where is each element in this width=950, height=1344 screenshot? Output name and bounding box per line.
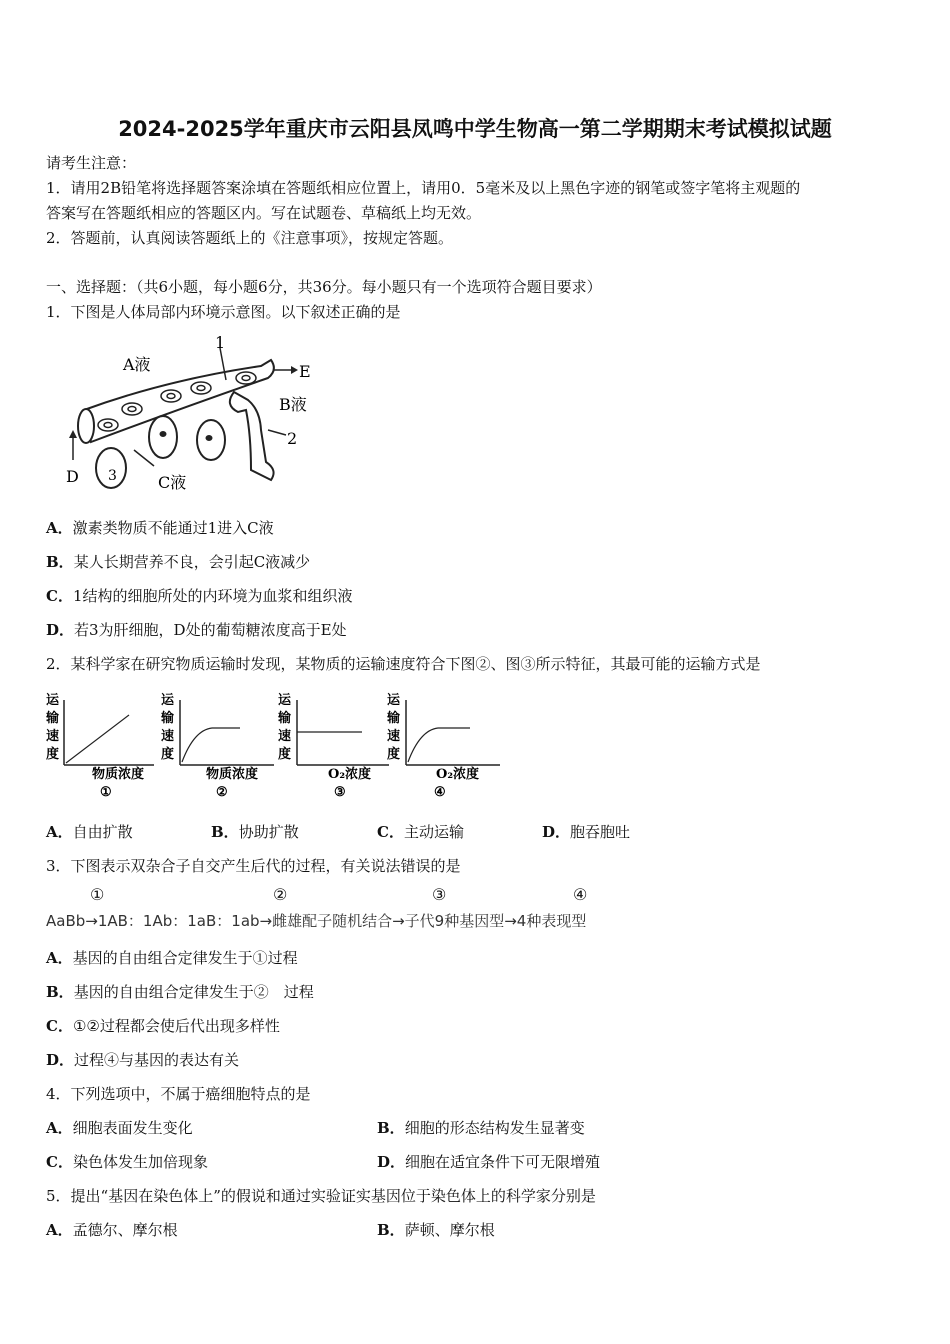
notice-item-1a: 1．请用2B铅笔将选择题答案涂填在答题纸相应位置上，请用0．5毫米及以上黑色字迹的钢笔或签字笔将主观题的 bbox=[46, 179, 801, 197]
svg-text:运: 运 bbox=[46, 693, 60, 708]
svg-text:度: 度 bbox=[278, 747, 292, 762]
q4-option-a[interactable]: A．细胞表面发生变化 bbox=[46, 1119, 193, 1137]
svg-text:度: 度 bbox=[161, 747, 175, 762]
svg-text:②: ② bbox=[216, 785, 228, 800]
q1-label-2: 2 bbox=[287, 429, 298, 448]
svg-text:速: 速 bbox=[161, 729, 175, 744]
q1-label-d: D bbox=[66, 467, 79, 486]
q4-option-d[interactable]: D．细胞在适宜条件下可无限增殖 bbox=[377, 1153, 601, 1171]
q1-label-c: C液 bbox=[158, 473, 187, 492]
svg-text:③: ③ bbox=[334, 785, 346, 800]
q2-graph-4 bbox=[386, 692, 500, 800]
q3-option-b[interactable]: B．基因的自由组合定律发生于② 过程 bbox=[46, 983, 314, 1001]
q1-option-d[interactable]: D．若3为肝细胞，D处的葡萄糖浓度高于E处 bbox=[46, 621, 347, 639]
svg-text:速: 速 bbox=[387, 729, 401, 744]
svg-text:物质浓度: 物质浓度 bbox=[92, 767, 145, 782]
q2-option-c[interactable]: C．主动运输 bbox=[377, 823, 464, 841]
q1-option-b[interactable]: B．某人长期营养不良，会引起C液减少 bbox=[46, 553, 311, 571]
svg-text:④: ④ bbox=[434, 785, 446, 800]
svg-text:输: 输 bbox=[278, 711, 292, 726]
q3-num-3: ③ bbox=[432, 885, 447, 904]
q3-option-d[interactable]: D．过程④与基因的表达有关 bbox=[46, 1051, 240, 1069]
q2-graph-3 bbox=[277, 692, 389, 800]
svg-text:输: 输 bbox=[387, 711, 401, 726]
q2-option-a[interactable]: A．自由扩散 bbox=[46, 823, 133, 841]
svg-text:O₂浓度: O₂浓度 bbox=[328, 767, 372, 782]
notice-heading: 请考生注意： bbox=[46, 154, 137, 172]
q4-stem: 4．下列选项中，不属于癌细胞特点的是 bbox=[46, 1085, 311, 1103]
q3-process: AaBb→1AB：1Ab：1aB：1ab→雌雄配子随机结合→子代9种基因型→4种表现型 bbox=[46, 912, 587, 930]
q3-num-1: ① bbox=[90, 885, 105, 904]
notice-item-2: 2．答题前，认真阅读答题纸上的《注意事项》，按规定答题。 bbox=[46, 229, 454, 247]
svg-text:输: 输 bbox=[161, 711, 175, 726]
q2-figure bbox=[44, 690, 514, 805]
q4-option-b[interactable]: B．细胞的形态结构发生显著变 bbox=[377, 1119, 585, 1137]
svg-text:度: 度 bbox=[46, 747, 60, 762]
q5-stem: 5．提出“基因在染色体上”的假说和通过实验证实基因位于染色体上的科学家分别是 bbox=[46, 1187, 596, 1205]
capillary-end bbox=[78, 409, 94, 443]
svg-text:速: 速 bbox=[46, 729, 60, 744]
q5-option-a[interactable]: A．孟德尔、摩尔根 bbox=[46, 1221, 178, 1239]
q1-label-a: A液 bbox=[123, 355, 151, 374]
svg-text:物质浓度: 物质浓度 bbox=[206, 767, 259, 782]
q2-graph-2 bbox=[160, 692, 274, 800]
section-heading: 一、选择题：（共6小题，每小题6分，共36分。每小题只有一个选项符合题目要求） bbox=[46, 278, 602, 296]
q2-option-d[interactable]: D．胞吞胞吐 bbox=[542, 823, 631, 841]
q2-graph-1 bbox=[45, 692, 154, 800]
q1-stem: 1．下图是人体局部内环境示意图。以下叙述正确的是 bbox=[46, 303, 401, 321]
q3-num-2: ② bbox=[273, 885, 288, 904]
q3-stem: 3．下图表示双杂合子自交产生后代的过程，有关说法错误的是 bbox=[46, 857, 461, 875]
q3-option-a[interactable]: A．基因的自由组合定律发生于①过程 bbox=[46, 949, 298, 967]
svg-text:速: 速 bbox=[278, 729, 292, 744]
svg-text:输: 输 bbox=[46, 711, 60, 726]
q5-option-b[interactable]: B．萨顿、摩尔根 bbox=[377, 1221, 495, 1239]
q2-stem: 2．某科学家在研究物质运输时发现，某物质的运输速度符合下图②、图③所示特征，其最可能的运输方式是 bbox=[46, 655, 761, 673]
q1-label-3: 3 bbox=[108, 468, 117, 484]
svg-text:运: 运 bbox=[387, 693, 401, 708]
svg-text:运: 运 bbox=[161, 693, 175, 708]
q3-option-c[interactable]: C．①②过程都会使后代出现多样性 bbox=[46, 1017, 280, 1035]
notice-item-1b: 答案写在答题纸相应的答题区内。写在试题卷、草稿纸上均无效。 bbox=[46, 204, 482, 222]
svg-text:度: 度 bbox=[387, 747, 401, 762]
q2-option-b[interactable]: B．协助扩散 bbox=[211, 823, 299, 841]
q1-option-c[interactable]: C．1结构的细胞所处的内环境为血浆和组织液 bbox=[46, 587, 353, 605]
q3-num-4: ④ bbox=[573, 885, 588, 904]
q1-figure bbox=[46, 330, 321, 495]
lymph-vessel-shape bbox=[230, 392, 274, 480]
svg-text:①: ① bbox=[100, 785, 112, 800]
q1-label-e: E bbox=[299, 362, 311, 381]
svg-text:运: 运 bbox=[278, 693, 292, 708]
q4-option-c[interactable]: C．染色体发生加倍现象 bbox=[46, 1153, 208, 1171]
svg-text:O₂浓度: O₂浓度 bbox=[436, 767, 480, 782]
q1-label-b: B液 bbox=[279, 395, 307, 414]
page-title: 2024-2025学年重庆市云阳县凤鸣中学生物高一第二学期期末考试模拟试题 bbox=[118, 117, 832, 141]
q1-label-1: 1 bbox=[215, 333, 226, 352]
q1-option-a[interactable]: A．激素类物质不能通过1进入C液 bbox=[46, 519, 274, 537]
